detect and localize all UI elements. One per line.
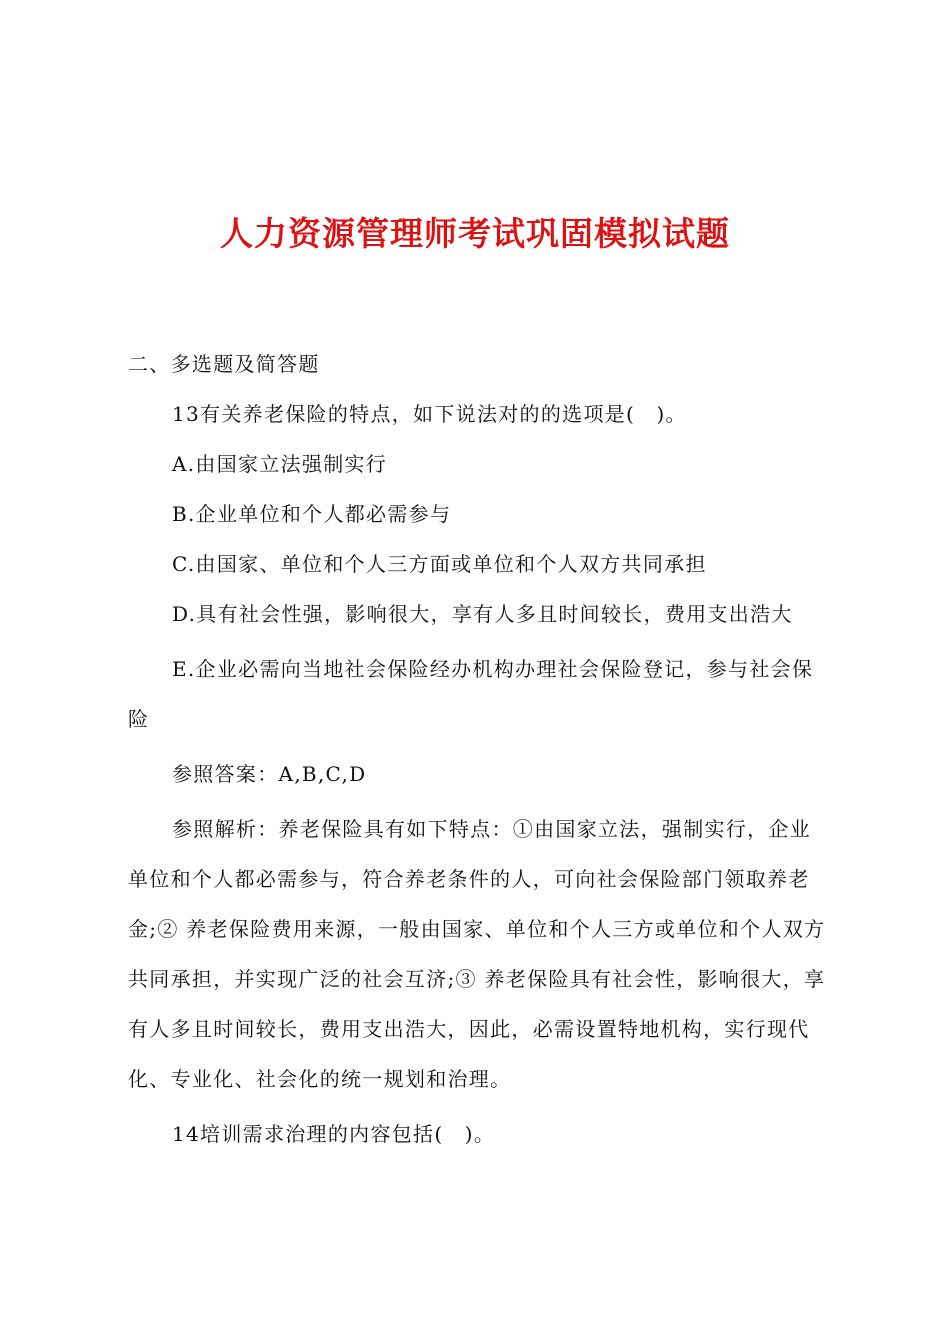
question-14-stem: 14培训需求治理的内容包括( )。 <box>172 1122 496 1146</box>
question-13-option-b: B.企业单位和个人都必需参与 <box>172 502 452 526</box>
document-body <box>128 344 830 1164</box>
section-heading: 二、多选题及简答题 <box>128 352 320 376</box>
question-13-option-c: C.由国家、单位和个人三方面或单位和个人双方共同承担 <box>172 552 707 576</box>
question-13-stem: 13有关养老保险的特点，如下说法对的的选项是( )。 <box>172 402 687 426</box>
question-13-answer: 参照答案：A,B,C,D <box>172 762 367 786</box>
question-13-option-e: E.企业必需向当地社会保险经办机构办理社会保险登记，参与社会保险 <box>128 657 814 731</box>
question-13-option-a: A.由国家立法强制实行 <box>172 452 388 476</box>
question-13-option-d: D.具有社会性强，影响很大，享有人多且时间较长，费用支出浩大 <box>172 602 793 626</box>
question-13-analysis: 参照解析：养老保险具有如下特点：①由国家立法，强制实行，企业单位和个人都必需参与，符合养老条件的人，可向社会保险部门领取养老金;② 养老保险费用来源，一般由国家、单位和个人三方或单位和个人双方共同承担，并实现广泛的社会互济;③ 养老保险具有社会性，影响很大，享有人多且时间较长，费用支出浩大，因此，必需设置特地机构，实行现代化、专业化、社会化的统一规划和治理。 <box>128 817 826 1091</box>
document-title: 人力资源管理师考试巩固模拟试题 <box>220 214 730 253</box>
